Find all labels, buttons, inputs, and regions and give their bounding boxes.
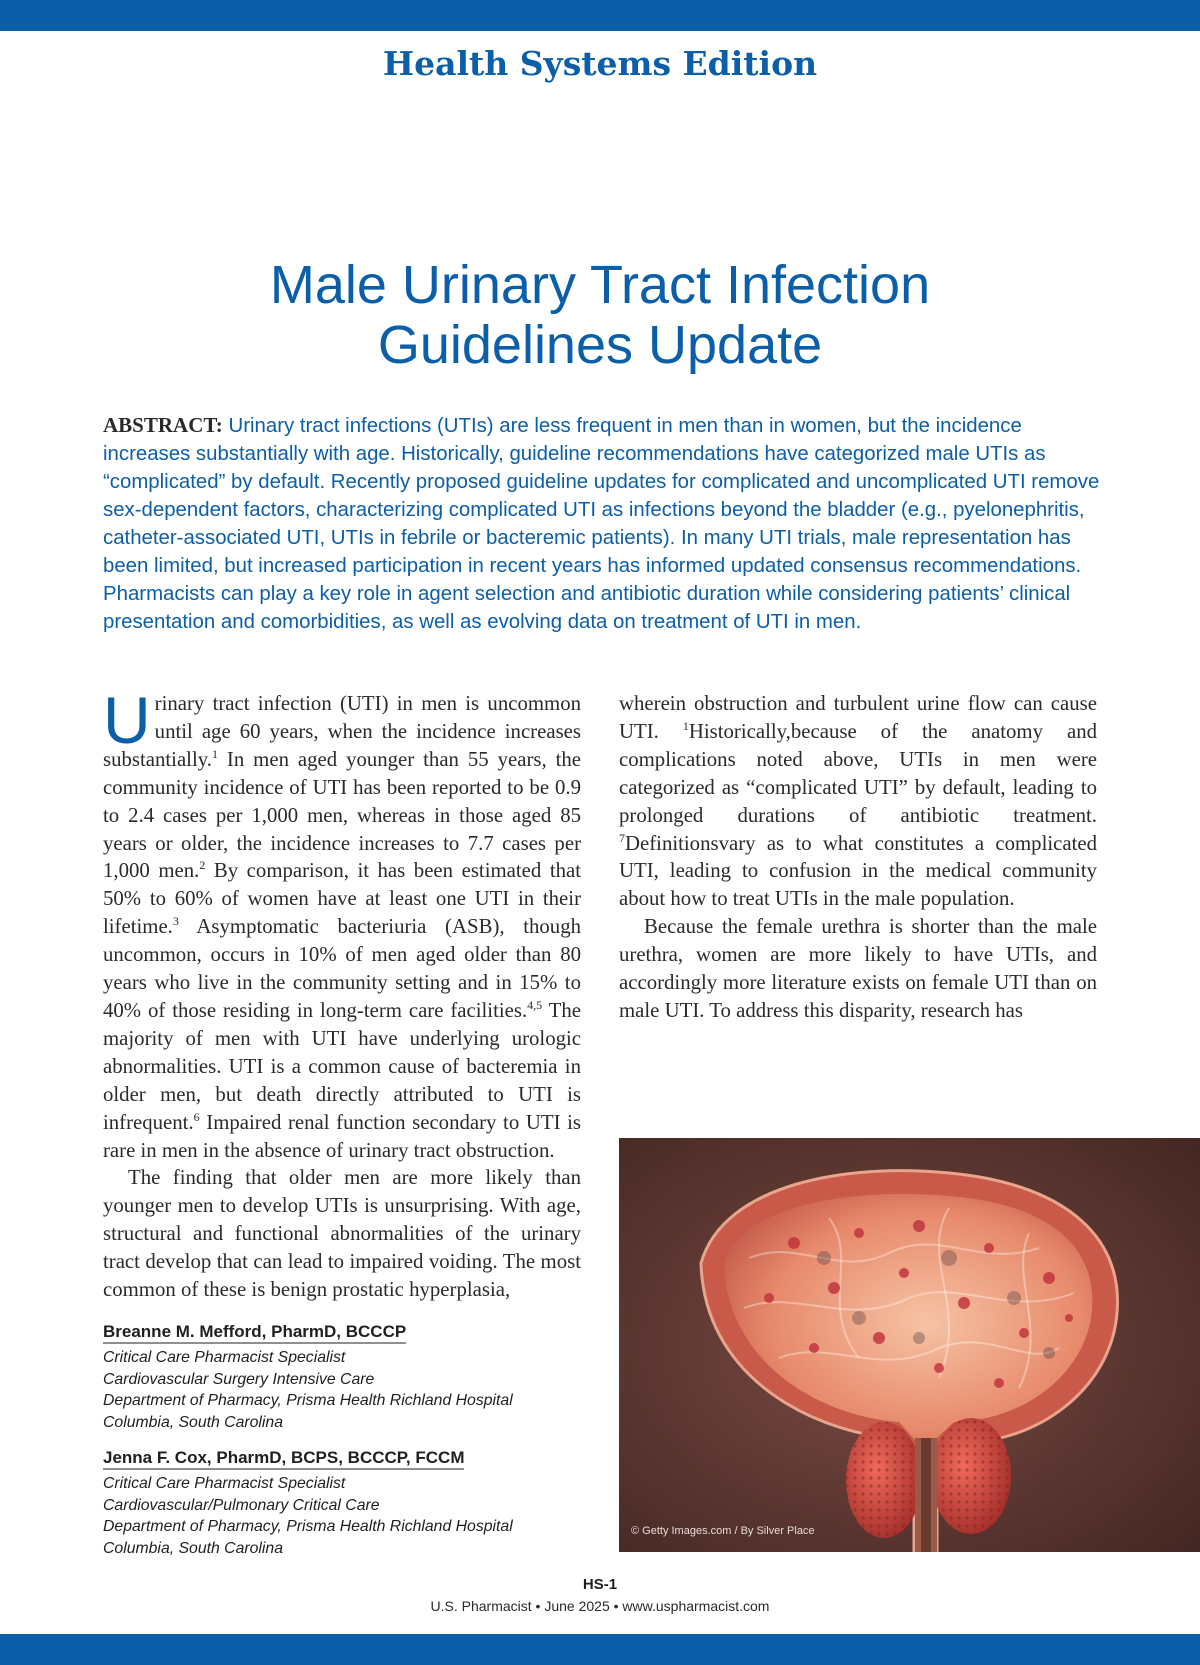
image-credit: © Getty Images.com / By Silver Place	[631, 1525, 815, 1537]
author-affiliation: Cardiovascular/Pulmonary Critical Care	[103, 1496, 380, 1514]
abstract	[103, 411, 1103, 636]
top-color-bar	[0, 0, 1200, 31]
citation: 3	[172, 914, 179, 929]
bladder-illustration	[619, 1138, 1200, 1552]
author-affiliation: Critical Care Pharmacist Specialist	[103, 1475, 346, 1492]
citation: 1	[211, 746, 218, 761]
citation: 2	[199, 858, 206, 873]
bladder-illustration-svg	[619, 1138, 1200, 1552]
article-title	[100, 255, 1100, 375]
author-affiliation: Critical Care Pharmacist Specialist	[103, 1349, 346, 1366]
author-affiliation: Columbia, South Carolina	[103, 1413, 284, 1431]
author-1	[103, 1321, 603, 1433]
author-affiliation: Columbia, South Carolina	[103, 1539, 284, 1557]
citation: 1	[682, 718, 689, 733]
page-number: HS-1	[582, 1576, 618, 1593]
author-2	[103, 1447, 603, 1559]
body-paragraph-1: Urinary tract infection (UTI) in men is uncommon until age 60 years, when the incidence increases substantially.$^1$ In men aged younger than 55 years, the community incidence of UTI has been reported to be 0.9 to 2.4 cases per 1,000 men, whereas in those aged 85 years or older, the incidence increases to 7.7 cases per 1,000 men.$^2$ By comparison, it has been estimated that 50% to 60% of women have at least one UTI in their lifetime.$^3$ Asymptomatic bacteriuria (ASB), though uncommon, occurs in 10% of men aged older than 80 years who live in the community setting and in 15% to 40% of those residing in long-term care facilities.$^{4,5}$ The majority of men with UTI have underlying urologic abnormalities. UTI is a common cause of bacteremia in older men, but death directly attributed to UTI is infrequent.$^6$ Impaired renal function secondary to UTI is rare in men in the absence of urinary tract obstruction.	[103, 683, 582, 1162]
author-affiliation: Department of Pharmacy, Prisma Health Richland Hospital	[103, 1392, 513, 1409]
author-affiliation: Cardiovascular Surgery Intensive Care	[103, 1370, 375, 1388]
author-affiliation: Department of Pharmacy, Prisma Health Richland Hospital	[103, 1518, 513, 1535]
footer-line: U.S. Pharmacist • June 2025 • www.uspharmacist.com	[430, 1598, 770, 1614]
body-column-right	[619, 690, 1097, 1025]
drop-cap: U	[103, 683, 151, 757]
edition-heading: Health Systems Edition	[382, 44, 818, 83]
author-block	[103, 1321, 603, 1573]
bottom-color-bar	[0, 1634, 1200, 1665]
citation: 6	[193, 1109, 200, 1124]
citation: 4,5	[527, 997, 543, 1012]
title-line-2: Guidelines Update	[377, 315, 823, 375]
abstract-text: Urinary tract infections (UTIs) are less frequent in men than in women, but the incidence increases substantially with age. Historically, guideline recommendations have categorized male UTIs as “complicated” by default. Recently proposed guideline updates for complicated and uncomplicated UTI remove sex-dependent factors, characterizing complicated UTI as infections beyond the bladder (e.g., pyelonephritis, catheter-associated UTI, UTIs in febrile or bacteremic patients). In many UTI trials, male representation has been limited, but increased participation in recent years has informed updated consensus recommendations. Pharmacists can play a key role in agent selection and antibiotic duration while considering patients’ clinical presentation and comorbidities, as well as evolving data on treatment of UTI in men.	[103, 415, 1100, 633]
body-paragraph-continued: wherein obstruction and turbulent urine flow can cause UTI. $^1$Historically,because of the anatomy and complications noted above, UTIs in men were categorized as “complicated UTI” by default, leading to prolonged durations of antibiotic treatment. $^7$Definitionsvary as to what constitutes a complicated UTI, leading to confusion in the medical community about how to treat UTIs in the male population.	[619, 692, 1098, 911]
body-paragraph-2: The finding that older men are more likely than younger men to develop UTIs is unsurprising. With age, structural and functional abnormalities of the urinary tract develop that can lead to impaired voiding. The most common of these is benign prostatic hyperplasia,	[103, 1166, 581, 1302]
author-name: Jenna F. Cox, PharmD, BCPS, BCCCP, FCCM	[103, 1447, 464, 1470]
abstract-label: ABSTRACT:	[103, 413, 223, 437]
author-name: Breanne M. Mefford, PharmD, BCCCP	[103, 1321, 406, 1344]
title-line-1: Male Urinary Tract Infection	[269, 255, 931, 315]
body-paragraph-3: Because the female urethra is shorter than the male urethra, women are more likely to have UTIs, and accordingly more literature exists on female UTI than on male UTI. To address this disparity, research has	[619, 915, 1097, 1022]
body-column-left	[103, 683, 582, 1304]
citation: 7	[619, 830, 625, 845]
